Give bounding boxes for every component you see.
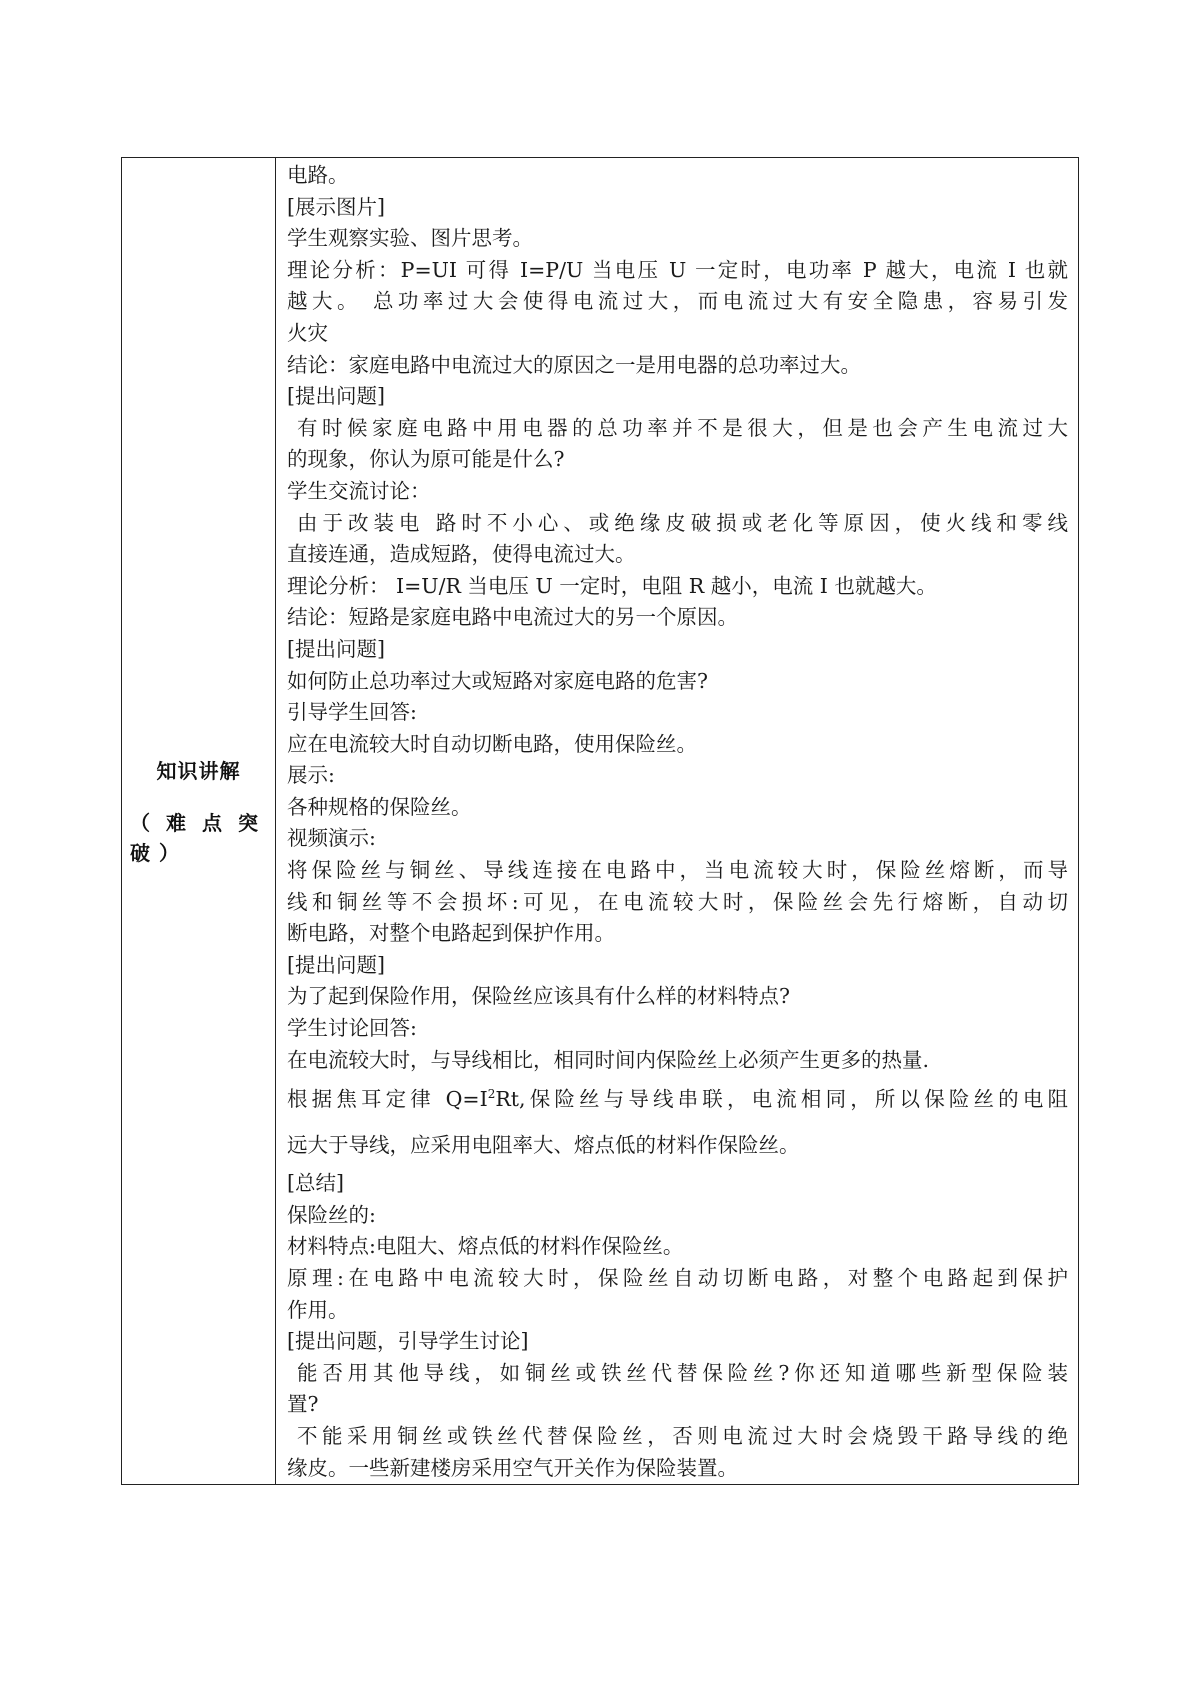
table-row [122,158,1079,1485]
text-line: 越大。 总功率过大会使得电流过大，而电流过大有安全隐患，容易引发 [287,289,1068,314]
joule-law-line [287,1076,1068,1122]
text-line: 理论分析： I=U/R 当电压 U 一定时，电阻 R 越小，电流 I 也就越大。 [287,573,937,598]
text-line: 原理:在电路中电流较大时，保险丝自动切断电路，对整个电路起到保护 [287,1266,1068,1290]
text-line: 学生观察实验、图片思考。 [287,226,533,251]
joule-text-before: 根据焦耳定律 Q=I [287,1087,488,1112]
text-line: 作用。 [287,1297,349,1322]
lesson-table [121,157,1079,1485]
text-line: 线和铜丝等不会损坏:可见，在电流较大时，保险丝会先行熔断，自动切 [287,889,1068,914]
text-line: 将保险丝与铜丝、导线连接在电路中，当电流较大时，保险丝熔断，而导 [287,858,1068,883]
text-line: 理论分析：P=UI 可得 I=P/U 当电压 U 一定时，电功率 P 越大，电流 I 也就 [287,257,1068,282]
text-line: 能否用其他导线，如铜丝或铁丝代替保险丝?你还知道哪些新型保险装 [297,1360,1068,1385]
text-line: 为了起到保险作用，保险丝应该具有什么样的材料特点? [287,984,790,1009]
text-line: 由于改装电 路时不小心、或绝缘皮破损或老化等原因，使火线和零线 [297,510,1068,535]
section-title: 知识讲解 [156,759,241,783]
text-line: 应在电流较大时自动切断电路，使用保险丝。 [287,731,697,756]
text-line: 视频演示: [287,826,376,851]
content-cell [276,158,1079,1485]
text-line: [提出问题，引导学生讨论] [287,1329,529,1354]
text-line: 保险丝的: [287,1202,376,1227]
text-line: 不能采用铜丝或铁丝代替保险丝，否则电流过大时会烧毁干路导线的绝 [297,1423,1068,1448]
section-subtitle: （难点突破） [130,811,267,865]
joule-exponent: 2 [487,1087,496,1102]
content-body [287,160,1068,1484]
text-line: 展示: [287,763,335,788]
text-line: 有时候家庭电路中用电器的总功率并不是很大，但是也会产生电流过大 [297,415,1068,440]
text-line: [展示图片] [287,194,385,219]
text-line: 学生讨论回答: [287,1016,417,1041]
text-line: 的现象，你认为原可能是什么? [287,447,565,472]
text-line: [提出问题] [287,636,385,661]
text-line: 引导学生回答: [287,700,417,725]
text-line: 断电路，对整个电路起到保护作用。 [287,921,615,946]
section-label [130,756,267,868]
text-line: 学生交流讨论： [287,478,431,503]
text-line: 火灾 [287,320,328,345]
text-line: 结论：家庭电路中电流过大的原因之一是用电器的总功率过大。 [287,352,861,377]
text-line: [提出问题] [287,384,385,409]
text-line: 材料特点:电阻大、熔点低的材料作保险丝。 [287,1234,684,1259]
text-line: 电路。 [287,163,349,187]
text-line: 在电流较大时，与导线相比，相同时间内保险丝上必须产生更多的热量. [287,1047,930,1072]
joule-text-after: Rt,保险丝与导线串联，电流相同，所以保险丝的电阻 [495,1087,1068,1112]
text-line: 各种规格的保险丝。 [287,794,472,819]
text-line: [总结] [287,1171,344,1196]
text-line: 远大于导线，应采用电阻率大、熔点低的材料作保险丝。 [287,1133,800,1158]
text-line: 直接连通，造成短路，使得电流过大。 [287,542,636,567]
text-line: 置? [287,1392,319,1417]
section-label-cell [122,158,276,1485]
text-line: [提出问题] [287,952,385,977]
text-line: 缘皮。一些新建楼房采用空气开关作为保险装置。 [287,1455,738,1480]
text-line: 结论：短路是家庭电路中电流过大的另一个原因。 [287,605,738,630]
text-line: 如何防止总功率过大或短路对家庭电路的危害? [287,668,708,693]
